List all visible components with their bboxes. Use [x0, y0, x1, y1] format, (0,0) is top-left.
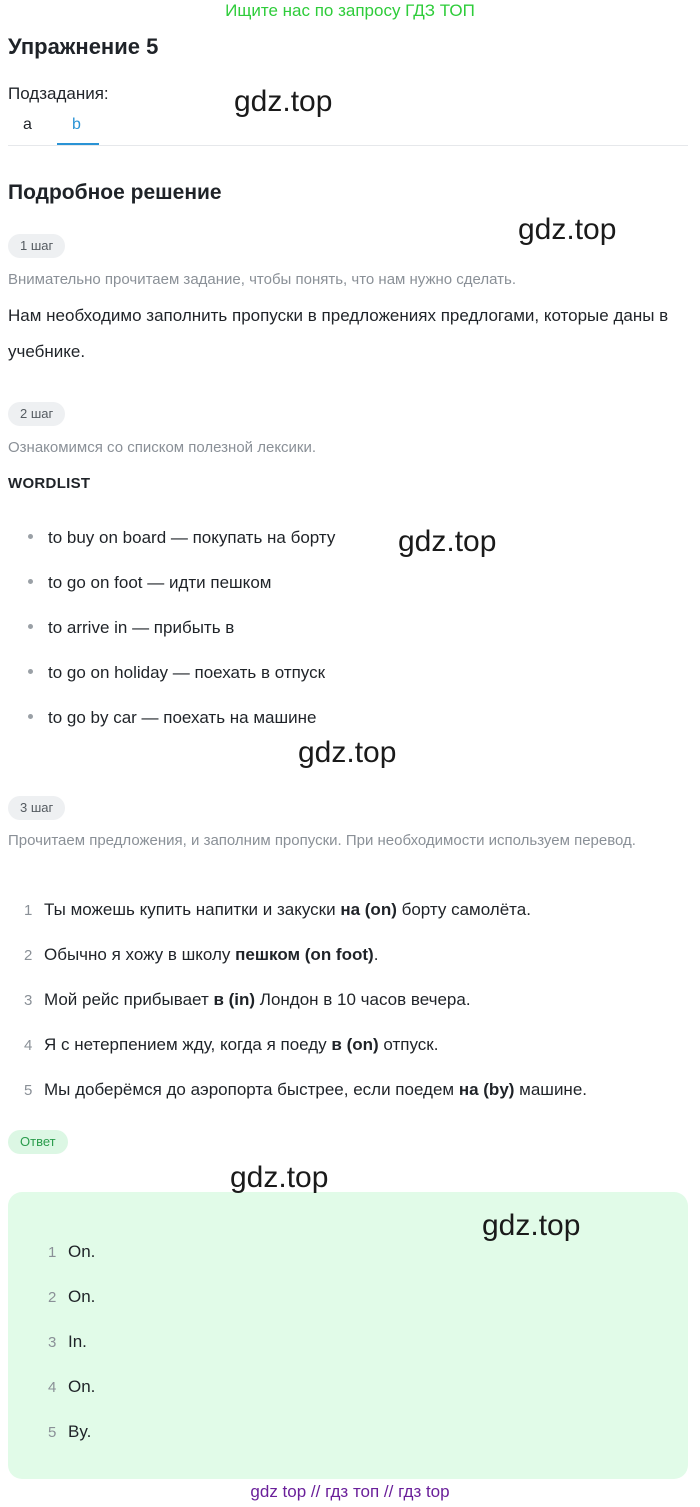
search-banner: Ищите нас по запросу ГДЗ ТОП [225, 1, 475, 20]
step-badge: 1 шаг [8, 234, 65, 258]
tab-b[interactable]: b [72, 116, 81, 133]
answer-item: 5 By. [48, 1422, 92, 1441]
watermark: gdz.top [482, 1209, 581, 1242]
answer-item: 3 In. [48, 1332, 87, 1351]
list-item: 1 Ты можешь купить напитки и закуски на (on) борту самолёта. [24, 900, 531, 919]
answer-item: 2 On. [48, 1287, 96, 1306]
list-item: 2 Обычно я хожу в школу пешком (on foot). [24, 945, 379, 964]
wordlist-title: WORDLIST [8, 475, 91, 492]
bullet-icon [28, 579, 33, 584]
list-item: to buy on board — покупать на борту [28, 528, 335, 548]
watermark: gdz.top [298, 736, 397, 769]
bullet-icon [28, 624, 33, 629]
subtasks-label: Подзадания: [8, 84, 109, 103]
list-item: 3 Мой рейс прибывает в (in) Лондон в 10 часов вечера. [24, 990, 471, 1009]
answer-item: 1 On. [48, 1242, 96, 1261]
list-item: to go by car — поехать на машине [28, 708, 316, 728]
watermark: gdz.top [398, 525, 497, 558]
page-title: Упражнение 5 [8, 34, 159, 59]
step-text: Нам необходимо заполнить пропуски в предложениях предлогами, которые даны в учебнике. [8, 306, 669, 361]
tab-a[interactable]: a [23, 116, 32, 133]
divider [8, 145, 688, 146]
list-item: 5 Мы доберёмся до аэропорта быстрее, если поедем на (by) машине. [24, 1080, 588, 1099]
watermark: gdz.top [518, 213, 617, 246]
step-badge: 2 шаг [8, 402, 65, 426]
footer-text: gdz top // гдз топ // гдз top [250, 1482, 450, 1501]
step-hint: Внимательно прочитаем задание, чтобы понять, что нам нужно сделать. [8, 271, 517, 288]
watermark: gdz.top [230, 1161, 329, 1194]
list-item: to go on foot — идти пешком [28, 573, 271, 593]
step-badge: 3 шаг [8, 796, 65, 820]
bullet-icon [28, 534, 33, 539]
list-item: to arrive in — прибыть в [28, 618, 234, 638]
answer-box [8, 1192, 688, 1479]
bullet-icon [28, 669, 33, 674]
list-item: 4 Я с нетерпением жду, когда я поеду в (on) отпуск. [24, 1035, 439, 1054]
answer-badge: Ответ [8, 1130, 68, 1154]
step-hint: Прочитаем предложения, и заполним пропуски. При необходимости используем перевод. [8, 832, 636, 849]
answer-item: 4 On. [48, 1377, 96, 1396]
list-item: to go on holiday — поехать в отпуск [28, 663, 325, 683]
solution-title: Подробное решение [8, 181, 222, 204]
watermark: gdz.top [234, 85, 333, 118]
step-hint: Ознакомимся со списком полезной лексики. [8, 439, 317, 456]
bullet-icon [28, 714, 33, 719]
